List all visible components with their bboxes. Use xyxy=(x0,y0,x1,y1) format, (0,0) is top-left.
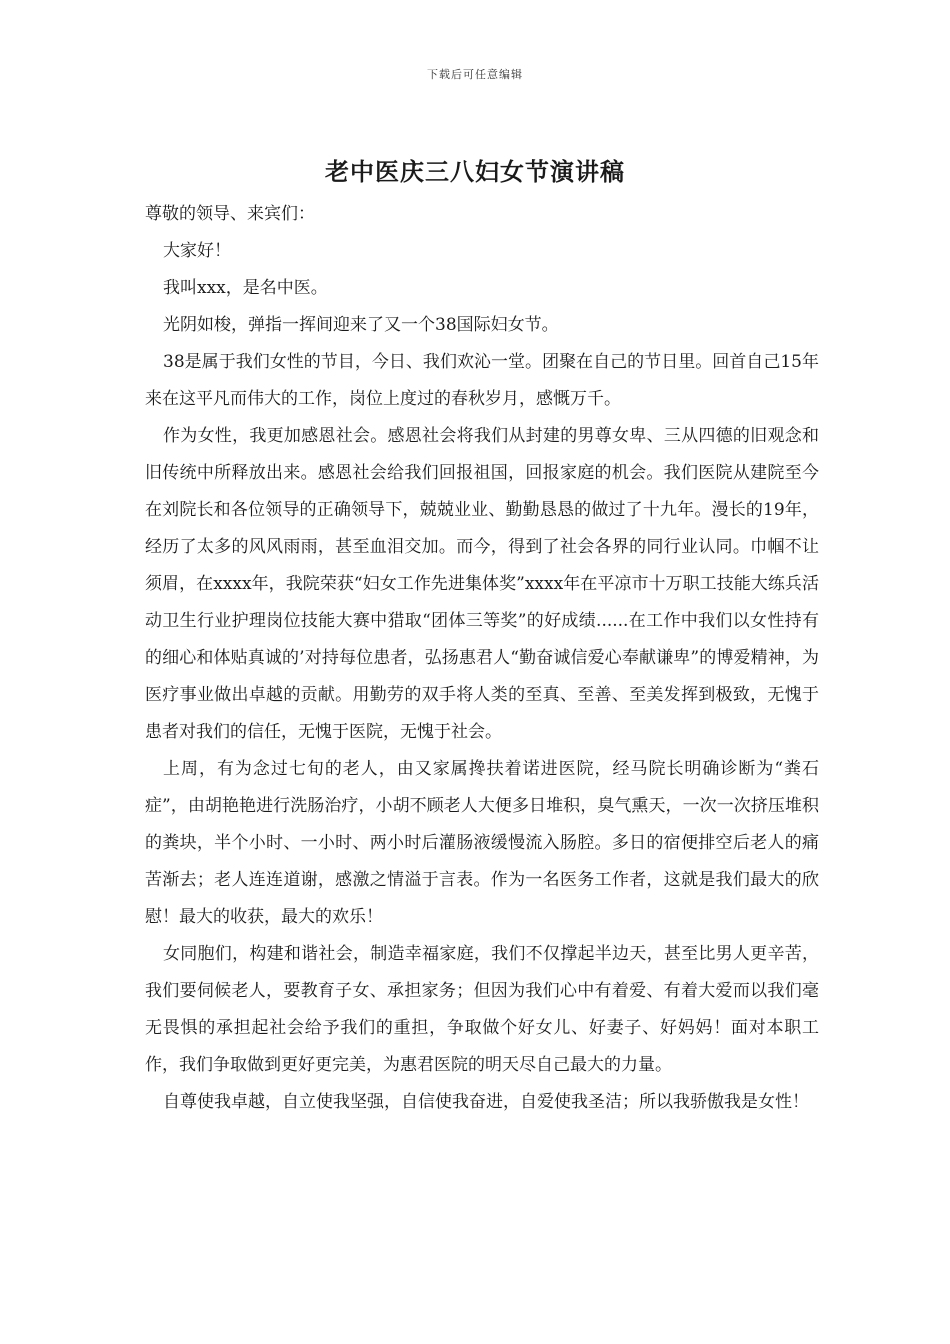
paragraph-introduction: 我叫xxx，是名中医。 xyxy=(163,278,328,298)
paragraph-greeting: 大家好！ xyxy=(163,241,231,261)
header-note: 下载后可任意编辑 xyxy=(427,68,523,81)
page-title: 老中医庆三八妇女节演讲稿 xyxy=(325,157,625,186)
paragraph-closing: 自尊使我卓越，自立使我坚强，自信使我奋进，自爱使我圣洁；所以我骄傲我是女性！ xyxy=(163,1092,809,1112)
document-body xyxy=(145,196,819,1121)
paragraph-gratitude: 作为女性，我更加感恩社会。感恩社会将我们从封建的男尊女卑、三从四德的旧观念和旧传统中所释放出来。感恩社会给我们回报祖国，回报家庭的机会。我们医院从建院至今在刘院长和各位领导的正确领导下，兢兢业业、勤勤恳恳的做过了十九年。漫长的19年，经历了太多的风风雨雨，甚至血泪交加。而今，得到了社会各界的同行业认同。巾帼不让须眉，在xxxx年，我院荣获“妇女工作先进集体奖”xxxx年在平凉市十万职工技能大练兵活动卫生行业护理岗位技能大赛中猎取“团体三等奖”的好成绩......在工作中我们以女性持有的细心和体贴真诚的’对持每位患者，弘扬惠君人“勤奋诚信爱心奉献谦卑”的博爱精神，为医疗事业做出卓越的贡献。用勤劳的双手将人类的至真、至善、至美发挥到极致，无愧于患者对我们的信任，无愧于医院，无愧于社会。 xyxy=(145,426,819,742)
paragraph-reflection: 38是属于我们女性的节目，今日、我们欢沁一堂。团聚在自己的节日里。回首自己15年来在这平凡而伟大的工作，岗位上度过的春秋岁月，感慨万千。 xyxy=(145,352,819,409)
paragraph-festival: 光阴如梭，弹指一挥间迎来了又一个38国际妇女节。 xyxy=(163,315,559,335)
salutation: 尊敬的领导、来宾们： xyxy=(145,204,315,224)
paragraph-appeal: 女同胞们，构建和谐社会，制造幸福家庭，我们不仅撑起半边天，甚至比男人更辛苦，我们要伺候老人，要教育子女、承担家务；但因为我们心中有着爱、有着大爱而以我们毫无畏惧的承担起社会给予我们的重担，争取做个好女儿、好妻子、好妈妈！面对本职工作，我们争取做到更好更完美，为惠君医院的明天尽自己最大的力量。 xyxy=(145,944,819,1075)
paragraph-patient-story: 上周，有为念过七旬的老人，由又家属搀扶着诺进医院，经马院长明确诊断为“粪石症”，由胡艳艳进行洗肠治疗，小胡不顾老人大便多日堆积，臭气熏天，一次一次挤压堆积的粪块，半个小时、一小时、两小时后灌肠液缓慢流入肠腔。多日的宿便排空后老人的痛苦渐去；老人连连道谢，感激之情溢于言表。作为一名医务工作者，这就是我们最大的欣慰！最大的收获，最大的欢乐！ xyxy=(145,759,819,927)
